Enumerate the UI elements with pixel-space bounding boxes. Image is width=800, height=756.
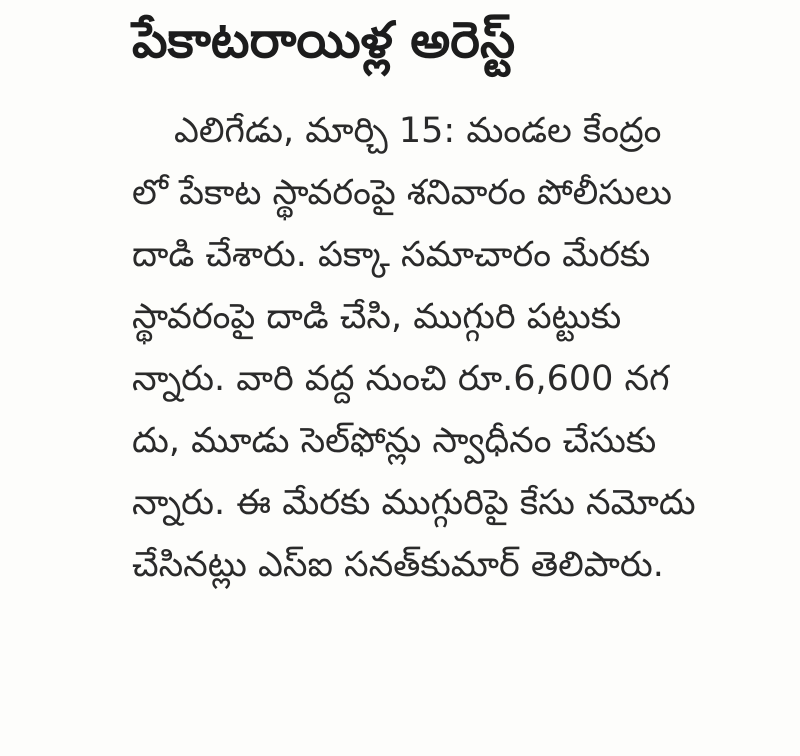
article-body bbox=[132, 100, 794, 596]
article-line: చేసినట్లు ఎస్‌ఐ సనత్‌కుమార్ తెలిపారు. bbox=[132, 545, 664, 585]
article-line: దాడి చేశారు. పక్కా సమాచారం మేరకు bbox=[132, 235, 651, 275]
article-line: దు, మూడు సెల్‌ఫోన్లు స్వాధీనం చేసుకు bbox=[132, 421, 657, 461]
article-line: న్నారు. వారి వద్ద నుంచి రూ.6,600 నగ bbox=[132, 359, 670, 399]
article-line: లో పేకాట స్థావరంపై శనివారం పోలీసులు bbox=[132, 173, 672, 213]
article-line: ఎలిగేడు, మార్చి 15: మండల కేంద్రం bbox=[174, 111, 662, 151]
article-line: న్నారు. ఈ మేరకు ముగ్గురిపై కేసు నమోదు bbox=[132, 483, 696, 523]
article-line: స్థావరంపై దాడి చేసి, ముగ్గురి పట్టుకు bbox=[132, 297, 622, 337]
article-headline: పేకాటరాయిళ్ల అరెస్ట్ bbox=[132, 11, 516, 69]
